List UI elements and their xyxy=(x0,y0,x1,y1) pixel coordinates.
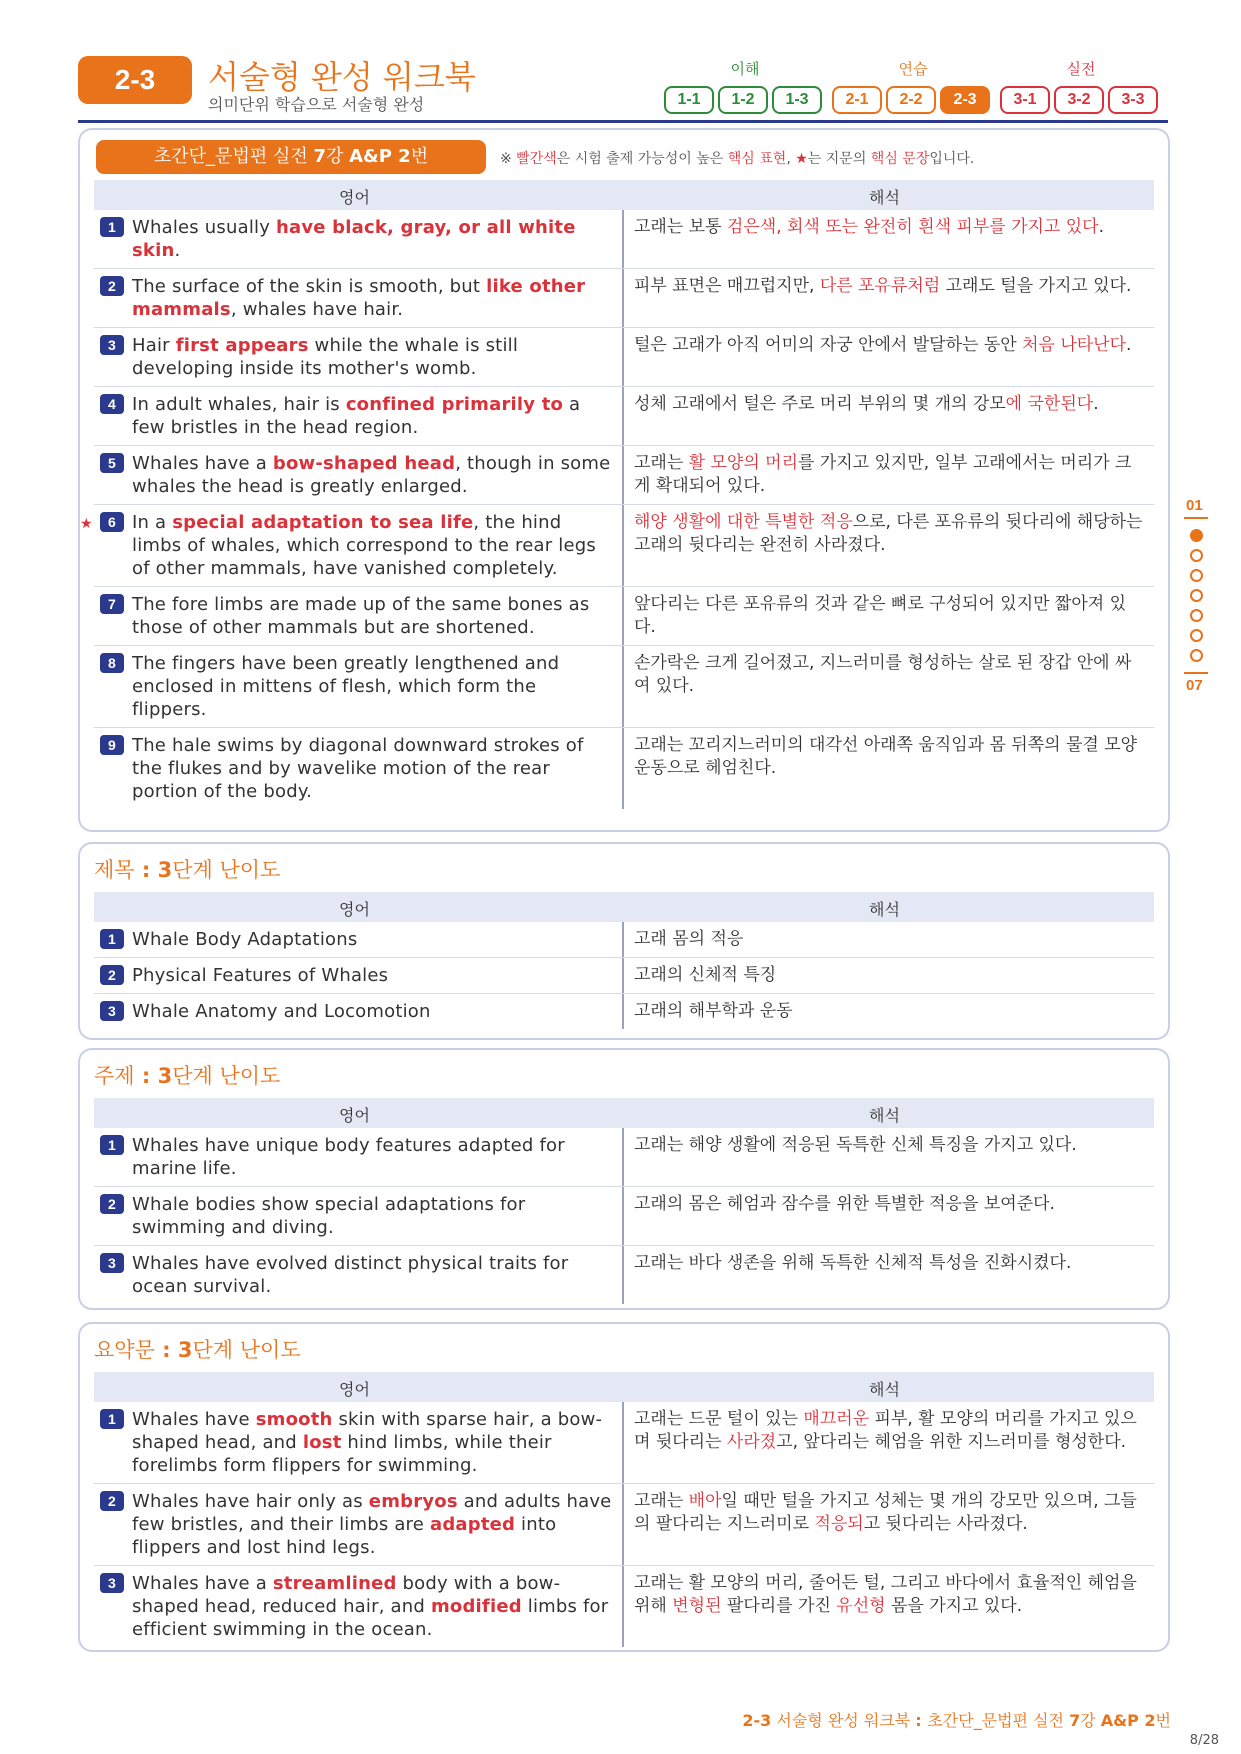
key-expression: streamlined xyxy=(272,1573,397,1594)
column-korean: 해석 xyxy=(869,900,900,919)
english-sentence xyxy=(94,328,624,386)
table-header xyxy=(94,892,1154,922)
english-sentence xyxy=(94,646,624,727)
english-sentence xyxy=(80,505,624,586)
key-expression: bow-shaped head xyxy=(272,453,456,474)
text-segment: Whale Anatomy and Locomotion xyxy=(132,1001,431,1022)
progress-dot xyxy=(1190,649,1203,662)
sentence-number: 3 xyxy=(100,1573,124,1593)
table-row xyxy=(94,269,1154,328)
table-row xyxy=(80,505,1154,587)
text-segment: . xyxy=(174,240,181,261)
text-segment: hind limbs, while their forelimbs form flippers for swimming. xyxy=(132,1432,552,1476)
text-segment: body with a bow-shaped head, reduced hair, and xyxy=(132,1573,561,1617)
text-segment: 고래는 꼬리지느러미의 대각선 아래쪽 움직임과 몸 뒤쪽의 물결 모양 운동으로 헤엄친다. xyxy=(634,735,1138,778)
step-1-1-button[interactable]: 1-1 xyxy=(664,86,714,114)
text-segment: Hair xyxy=(132,335,176,356)
text-segment: 고래는 보통 xyxy=(634,217,727,237)
sentence-number: 2 xyxy=(100,1194,124,1214)
korean-translation xyxy=(624,587,1154,645)
key-expression: first appears xyxy=(175,335,309,356)
page-number: 8/28 xyxy=(1189,1733,1219,1748)
page-title: 서술형 완성 워크북 xyxy=(208,58,476,96)
key-expression: 해양 생활에 대한 특별한 적응 xyxy=(634,512,853,532)
korean-translation xyxy=(624,1566,1154,1647)
text-segment: 고래의 신체적 특징 xyxy=(634,965,777,985)
text-segment: Whales usually xyxy=(132,217,277,238)
table-row xyxy=(94,446,1154,505)
table-row xyxy=(94,958,1154,994)
text-segment: Whales have a xyxy=(132,453,273,474)
text-segment: 고래의 몸은 헤엄과 잠수를 위한 특별한 적응을 보여준다. xyxy=(634,1194,1055,1214)
text-segment: , whales have hair. xyxy=(230,299,404,320)
text-segment: Physical Features of Whales xyxy=(132,965,389,986)
table-row xyxy=(94,328,1154,387)
sentence-number: 1 xyxy=(100,929,124,949)
column-english: 영어 xyxy=(339,1380,370,1399)
text-segment: . xyxy=(1093,394,1099,414)
english-sentence xyxy=(94,1402,624,1483)
table-row xyxy=(94,210,1154,269)
text-segment: 고래는 바다 생존을 위해 독특한 신체적 특성을 진화시켰다. xyxy=(634,1253,1072,1273)
english-sentence xyxy=(94,1246,624,1304)
english-sentence xyxy=(94,1566,624,1647)
text-segment: , though in some whales the head is greatly enlarged. xyxy=(132,453,611,497)
korean-translation xyxy=(624,505,1154,586)
table-row xyxy=(94,646,1154,728)
step-2-3-button[interactable]: 2-3 xyxy=(940,86,990,114)
passage-box xyxy=(78,128,1170,832)
text-segment: Whales have xyxy=(132,1409,256,1430)
text-segment: and adults have few bristles, and their limbs are xyxy=(132,1491,612,1535)
korean-translation xyxy=(624,387,1154,445)
korean-translation xyxy=(624,1484,1154,1565)
table-row xyxy=(94,1402,1154,1484)
korean-translation xyxy=(624,922,1154,957)
section-title: 주제 : 3단계 난이도 xyxy=(94,1064,281,1088)
key-expression: modified xyxy=(430,1596,522,1617)
english-sentence xyxy=(94,446,624,504)
key-expression: 처음 나타난다 xyxy=(1022,335,1127,355)
korean-translation xyxy=(624,1128,1154,1186)
key-expression: 유선형 xyxy=(836,1596,886,1616)
unit-badge: 2-3 xyxy=(78,56,192,104)
korean-translation xyxy=(624,728,1154,809)
table-header xyxy=(94,1098,1154,1128)
text-segment: 몸을 가지고 있다. xyxy=(885,1596,1023,1616)
passage-rows xyxy=(80,210,1154,809)
progress-dot xyxy=(1190,609,1203,622)
english-sentence xyxy=(94,1187,624,1245)
key-expression: lost xyxy=(302,1432,342,1453)
key-expression: 적응되 xyxy=(814,1514,864,1534)
summary-section xyxy=(78,1322,1170,1652)
legend-note: ※ 빨간색은 시험 출제 가능성이 높은 핵심 표현, ★는 지문의 핵심 문장입니다. xyxy=(500,151,975,167)
key-expression: smooth xyxy=(255,1409,333,1430)
section-title: 요약문 : 3단계 난이도 xyxy=(94,1338,301,1362)
key-expression: 사라졌 xyxy=(726,1432,777,1452)
text-segment: Whales have unique body features adapted for marine life. xyxy=(132,1135,565,1179)
summary-rows xyxy=(94,1402,1154,1647)
key-expression: 배아 xyxy=(688,1491,722,1511)
text-segment: 고래도 털을 가지고 있다. xyxy=(940,276,1132,296)
step-3-3-button[interactable]: 3-3 xyxy=(1108,86,1158,114)
english-sentence xyxy=(94,1128,624,1186)
text-segment: , the hind limbs of whales, which correspond to the rear legs of other mammals, have vanished completely. xyxy=(132,512,596,579)
sentence-number: 7 xyxy=(100,594,124,614)
column-korean: 해석 xyxy=(869,1106,900,1125)
korean-translation xyxy=(624,958,1154,993)
text-segment: 털은 고래가 아직 어미의 자궁 안에서 발달하는 동안 xyxy=(634,335,1023,355)
text-segment: 앞다리는 다른 포유류의 것과 같은 뼈로 구성되어 있지만 짧아져 있다. xyxy=(634,594,1127,637)
step-3-1-button[interactable]: 3-1 xyxy=(1000,86,1050,114)
table-row xyxy=(94,387,1154,446)
sentence-number: 5 xyxy=(100,453,124,473)
step-2-2-button[interactable]: 2-2 xyxy=(886,86,936,114)
table-row xyxy=(94,1484,1154,1566)
key-expression: special adaptation to sea life xyxy=(172,512,474,533)
korean-translation xyxy=(624,1246,1154,1304)
korean-translation xyxy=(624,1402,1154,1483)
text-segment: 팔다리를 가진 xyxy=(721,1596,837,1616)
key-expression: like other mammals xyxy=(132,276,586,320)
text-segment: skin with sparse hair, a bow-shaped head, and xyxy=(132,1409,603,1453)
column-korean: 해석 xyxy=(869,1380,900,1399)
sentence-number: 3 xyxy=(100,1253,124,1273)
text-segment: 고래는 xyxy=(634,453,689,473)
key-expression: 검은색, 회색 또는 완전히 흰색 피부를 가지고 있다 xyxy=(726,217,1099,237)
text-segment: Whale Body Adaptations xyxy=(132,929,358,950)
sentence-number: 1 xyxy=(100,1409,124,1429)
side-progress xyxy=(1184,497,1212,697)
key-expression: 활 모양의 머리 xyxy=(688,453,799,473)
theme-rows xyxy=(94,1128,1154,1304)
sentence-number: 2 xyxy=(100,965,124,985)
text-segment: Whale bodies show special adaptations for swimming and diving. xyxy=(132,1194,526,1238)
sentence-number: 4 xyxy=(100,394,124,414)
korean-translation xyxy=(624,269,1154,327)
theme-section xyxy=(78,1048,1170,1310)
text-segment: Whales have evolved distinct physical traits for ocean survival. xyxy=(132,1253,569,1297)
lesson-tag: 초간단_문법편 실전 7강 A&P 2번 xyxy=(96,140,486,174)
korean-translation xyxy=(624,446,1154,504)
text-segment: 고래는 활 모양의 머리, 줄어든 털, 그리고 바다에서 효율적인 헤엄을 위해 xyxy=(634,1573,1137,1616)
text-segment: 고, 앞다리는 헤엄을 위한 지느러미를 형성한다. xyxy=(776,1432,1127,1452)
sentence-number: 8 xyxy=(100,653,124,673)
sentence-number: 3 xyxy=(100,1001,124,1021)
section-title: 제목 : 3단계 난이도 xyxy=(94,858,281,882)
key-expression: 에 국한된다 xyxy=(1005,394,1094,414)
page-subtitle: 의미단위 학습으로 서술형 완성 xyxy=(208,95,425,114)
sentence-number: 1 xyxy=(100,1135,124,1155)
korean-translation xyxy=(624,210,1154,268)
table-row xyxy=(94,994,1154,1029)
table-row xyxy=(94,1566,1154,1647)
progress-end-label: 07 xyxy=(1186,677,1203,694)
title-rows xyxy=(94,922,1154,1029)
english-sentence xyxy=(94,958,624,993)
text-segment: 피부 표면은 매끄럽지만, xyxy=(634,276,820,296)
english-sentence xyxy=(94,728,624,809)
step-2-1-button[interactable]: 2-1 xyxy=(832,86,882,114)
english-sentence xyxy=(94,994,624,1029)
text-segment: 고래는 드문 털이 있는 xyxy=(634,1409,804,1429)
text-segment: The fore limbs are made up of the same bones as those of other mammals but are shortened. xyxy=(132,594,590,638)
korean-translation xyxy=(624,994,1154,1029)
key-expression: confined primarily to xyxy=(345,394,564,415)
header-divider xyxy=(78,120,1168,123)
progress-dot xyxy=(1190,569,1203,582)
english-sentence xyxy=(94,922,624,957)
text-segment: 성체 고래에서 털은 주로 머리 부위의 몇 개의 강모 xyxy=(634,394,1006,414)
progress-dot xyxy=(1190,549,1203,562)
text-segment: . xyxy=(1098,217,1104,237)
table-row xyxy=(94,587,1154,646)
column-english: 영어 xyxy=(339,900,370,919)
text-segment: 고래는 xyxy=(634,1491,689,1511)
text-segment: Whales have a xyxy=(132,1573,273,1594)
key-expression: embryos xyxy=(368,1491,458,1512)
table-row xyxy=(94,1187,1154,1246)
korean-translation xyxy=(624,1187,1154,1245)
text-segment: 피부, 활 모양의 머리를 가지고 있으며 뒷다리는 xyxy=(634,1409,1137,1452)
text-segment: 고래 몸의 적응 xyxy=(634,929,744,949)
progress-dot xyxy=(1190,529,1203,542)
sentence-number: 6 xyxy=(100,512,124,532)
text-segment: The hale swims by diagonal downward strokes of the flukes and by wavelike motion of the rear portion of the body. xyxy=(132,735,584,802)
sentence-number: 9 xyxy=(100,735,124,755)
step-group-label: 이해 xyxy=(730,60,760,78)
key-expression: 매끄러운 xyxy=(803,1409,870,1429)
step-navigator xyxy=(664,58,1170,116)
progress-dot xyxy=(1190,629,1203,642)
title-section xyxy=(78,842,1170,1040)
text-segment: limbs for efficient swimming in the ocean. xyxy=(132,1596,609,1640)
text-segment: into flippers and lost hind legs. xyxy=(132,1514,557,1558)
key-expression: adapted xyxy=(429,1514,516,1535)
english-sentence xyxy=(94,1484,624,1565)
table-row xyxy=(94,728,1154,809)
progress-dot xyxy=(1190,589,1203,602)
table-header xyxy=(94,180,1154,210)
step-3-2-button[interactable]: 3-2 xyxy=(1054,86,1104,114)
text-segment: 손가락은 크게 길어졌고, 지느러미를 형성하는 살로 된 장갑 안에 싸여 있다. xyxy=(634,653,1132,696)
text-segment: while the whale is still developing inside its mother's womb. xyxy=(132,335,519,379)
step-group-label: 연습 xyxy=(898,60,928,78)
text-segment: a few bristles in the head region. xyxy=(132,394,581,438)
table-header xyxy=(94,1372,1154,1402)
key-expression: 변형된 xyxy=(672,1596,722,1616)
footer-title: 2-3 서술형 완성 워크북 : 초간단_문법편 실전 7강 A&P 2번 xyxy=(742,1711,1171,1730)
korean-translation xyxy=(624,328,1154,386)
sentence-number: 3 xyxy=(100,335,124,355)
progress-divider xyxy=(1184,672,1208,674)
sentence-number: 1 xyxy=(100,217,124,237)
text-segment: . xyxy=(1126,335,1132,355)
english-sentence xyxy=(94,387,624,445)
column-english: 영어 xyxy=(339,188,370,207)
text-segment: 고 뒷다리는 사라졌다. xyxy=(863,1514,1028,1534)
column-english: 영어 xyxy=(339,1106,370,1125)
text-segment: In adult whales, hair is xyxy=(132,394,346,415)
english-sentence xyxy=(94,210,624,268)
step-group-label: 실전 xyxy=(1066,60,1096,78)
key-expression: have black, gray, or all white skin xyxy=(132,217,576,261)
sentence-number: 2 xyxy=(100,276,124,296)
table-row xyxy=(94,922,1154,958)
text-segment: 를 가지고 있지만, 일부 고래에서는 머리가 크게 확대되어 있다. xyxy=(634,453,1132,496)
english-sentence xyxy=(94,587,624,645)
step-1-3-button[interactable]: 1-3 xyxy=(772,86,822,114)
text-segment: 고래의 해부학과 운동 xyxy=(634,1001,793,1021)
progress-start-label: 01 xyxy=(1186,497,1203,514)
key-expression: 다른 포유류처럼 xyxy=(819,276,941,296)
table-row xyxy=(94,1246,1154,1304)
korean-translation xyxy=(624,646,1154,727)
sentence-number: 2 xyxy=(100,1491,124,1511)
text-segment: Whales have hair only as xyxy=(132,1491,369,1512)
progress-divider xyxy=(1184,517,1208,519)
text-segment: 으로, 다른 포유류의 뒷다리에 해당하는 고래의 뒷다리는 완전히 사라졌다. xyxy=(634,512,1143,555)
key-sentence-star-icon: ★ xyxy=(80,516,93,532)
text-segment: The surface of the skin is smooth, but xyxy=(132,276,487,297)
text-segment: 고래는 해양 생활에 적응된 독특한 신체 특징을 가지고 있다. xyxy=(634,1135,1077,1155)
text-segment: 일 때만 털을 가지고 성체는 몇 개의 강모만 있으며, 그들의 팔다리는 지느러미로 xyxy=(634,1491,1137,1534)
text-segment: The fingers have been greatly lengthened and enclosed in mittens of flesh, which form the flippers. xyxy=(132,653,560,720)
step-1-2-button[interactable]: 1-2 xyxy=(718,86,768,114)
column-korean: 해석 xyxy=(869,188,900,207)
text-segment: In a xyxy=(132,512,173,533)
table-row xyxy=(94,1128,1154,1187)
english-sentence xyxy=(94,269,624,327)
